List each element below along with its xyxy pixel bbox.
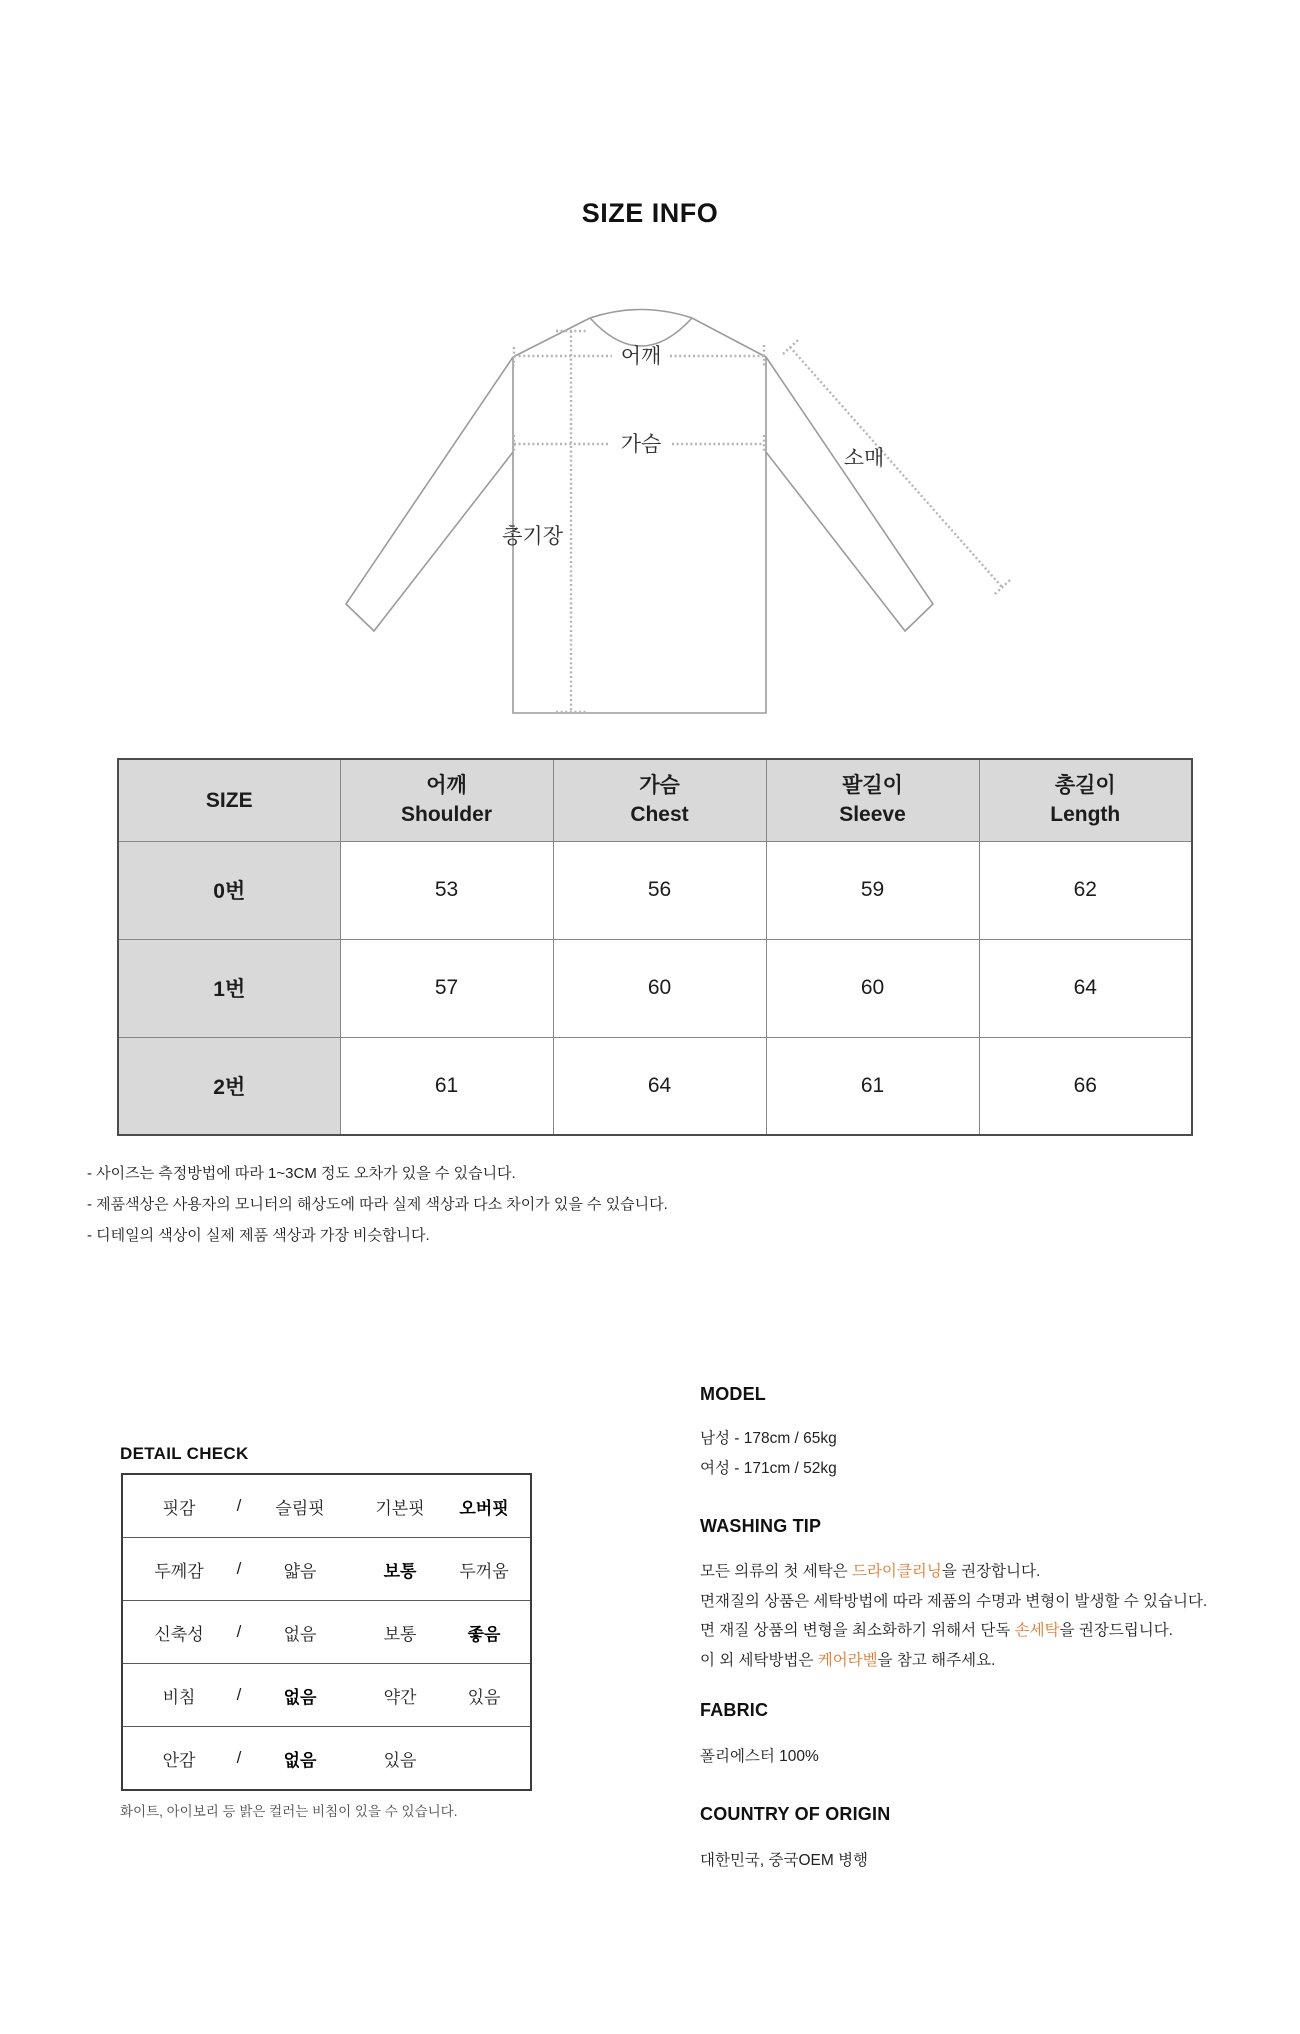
detail-row-thickness (123, 1537, 530, 1600)
cell-sleeve: 59 (766, 841, 979, 939)
slash-separator: / (236, 1685, 242, 1704)
model-lines (700, 1424, 837, 1484)
washing-text: 을 참고 해주세요. (877, 1651, 996, 1669)
cell-shoulder: 61 (340, 1037, 553, 1135)
header-sleeve-ko: 팔길이 (842, 774, 903, 798)
slash-separator: / (236, 1559, 242, 1578)
cell-chest: 60 (553, 939, 766, 1037)
detail-row-label: 안감 (162, 1750, 196, 1770)
header-size-label: SIZE (205, 788, 253, 812)
table-row (118, 1037, 1192, 1135)
length-label: 총기장 (502, 525, 563, 548)
header-chest-ko: 가슴 (639, 774, 680, 798)
cell-chest: 56 (553, 841, 766, 939)
shoulder-label: 어깨 (620, 345, 662, 368)
slash-separator: / (236, 1622, 242, 1641)
cell-shoulder: 57 (340, 939, 553, 1037)
model-line: 여성 - 171cm / 52kg (700, 1460, 837, 1477)
note-line: - 사이즈는 측정방법에 따라 1~3CM 정도 오차가 있을 수 있습니다. (87, 1165, 516, 1182)
detail-row-lining (123, 1726, 530, 1789)
washing-tip-heading: WASHING TIP (700, 1516, 822, 1536)
detail-row-sheerness (123, 1663, 530, 1726)
detail-option: 보통 (383, 1561, 417, 1581)
washing-line (700, 1557, 1207, 1587)
model-line: 남성 - 178cm / 65kg (700, 1430, 837, 1447)
washing-text: 을 권장합니다. (941, 1563, 1041, 1580)
detail-check-table (121, 1473, 532, 1791)
right-sleeve-outline (766, 357, 933, 631)
cell-length: 66 (979, 1037, 1192, 1135)
chest-label: 가슴 (620, 433, 662, 456)
collar-back-line (590, 310, 692, 319)
note-line: - 제품색상은 사용자의 모니터의 해상도에 따라 실제 색상과 다소 차이가 있을 수 있습니다. (87, 1196, 668, 1213)
detail-check-heading: DETAIL CHECK (120, 1444, 249, 1463)
washing-tip-lines (700, 1557, 1207, 1675)
slash-separator: / (236, 1496, 242, 1515)
origin-line: 대한민국, 중국OEM 병행 (700, 1852, 869, 1869)
detail-option: 얇음 (283, 1561, 317, 1581)
washing-line (700, 1587, 1207, 1617)
cell-sleeve: 61 (766, 1037, 979, 1135)
detail-option: 기본핏 (375, 1498, 425, 1518)
cell-sleeve: 60 (766, 939, 979, 1037)
detail-option: 없음 (283, 1624, 317, 1644)
size-table (117, 758, 1193, 1136)
header-chest (553, 759, 766, 841)
left-sleeve-outline (346, 357, 513, 631)
page-title: SIZE INFO (581, 198, 719, 228)
cell-chest: 64 (553, 1037, 766, 1135)
header-sleeve-en: Sleeve (839, 803, 906, 827)
washing-line (700, 1646, 1207, 1676)
row-label: 1번 (118, 939, 340, 1037)
slash-separator: / (236, 1748, 242, 1767)
header-size (118, 759, 340, 841)
detail-option: 슬림핏 (275, 1498, 325, 1518)
table-row (118, 841, 1192, 939)
detail-option: 좋음 (467, 1624, 501, 1644)
collar-front-line (590, 318, 692, 346)
cell-length: 62 (979, 841, 1192, 939)
header-sleeve (766, 759, 979, 841)
detail-option: 오버핏 (459, 1498, 509, 1518)
header-length-ko: 총길이 (1054, 774, 1116, 798)
detail-check-caption: 화이트, 아이보리 등 밝은 컬러는 비침이 있을 수 있습니다. (120, 1804, 458, 1819)
model-heading: MODEL (700, 1384, 766, 1404)
shirt-outline (346, 310, 933, 714)
left-shoulder-seam (513, 318, 590, 357)
header-shoulder (340, 759, 553, 841)
header-shoulder-en: Shoulder (400, 803, 492, 827)
washing-text: 면재질의 상품은 세탁방법에 따라 제품의 수명과 변형이 발생할 수 있습니다. (700, 1592, 1208, 1610)
detail-row-stretch (123, 1600, 530, 1663)
detail-option: 있음 (383, 1750, 417, 1770)
right-shoulder-seam (692, 318, 766, 357)
detail-option: 있음 (467, 1687, 501, 1707)
header-shoulder-ko: 어깨 (426, 774, 467, 798)
detail-row-label: 비침 (162, 1687, 196, 1707)
cell-length: 64 (979, 939, 1192, 1037)
row-label: 2번 (118, 1037, 340, 1135)
note-line: - 디테일의 색상이 실제 제품 색상과 가장 비슷합니다. (87, 1227, 430, 1244)
size-notes (87, 1158, 668, 1251)
detail-row-label: 핏감 (162, 1498, 196, 1518)
sleeve-tick-top (783, 340, 798, 354)
header-chest-en: Chest (630, 803, 689, 827)
washing-keyword: 케어라벨 (817, 1651, 878, 1669)
washing-line (700, 1616, 1207, 1646)
shirt-diagram (330, 290, 1030, 730)
washing-text: 면 재질 상품의 변형을 최소화하기 위해서 단독 (700, 1622, 1015, 1639)
detail-row-fit (123, 1475, 530, 1537)
header-length (979, 759, 1192, 841)
detail-row-label: 두께감 (154, 1561, 204, 1581)
cell-shoulder: 53 (340, 841, 553, 939)
detail-option: 없음 (283, 1750, 317, 1770)
fabric-line: 폴리에스터 100% (700, 1748, 819, 1765)
washing-text: 이 외 세탁방법은 (700, 1651, 818, 1669)
fabric-heading: FABRIC (700, 1700, 769, 1720)
washing-keyword: 드라이클리닝 (851, 1563, 942, 1580)
washing-text: 모든 의류의 첫 세탁은 (700, 1563, 852, 1580)
sleeve-label: 소매 (843, 447, 885, 470)
origin-heading: COUNTRY OF ORIGIN (700, 1804, 891, 1824)
washing-text: 을 권장드립니다. (1059, 1622, 1173, 1639)
table-row (118, 939, 1192, 1037)
measurement-lines (514, 331, 1010, 712)
header-length-en: Length (1050, 803, 1121, 827)
row-label: 0번 (118, 841, 340, 939)
washing-keyword: 손세탁 (1014, 1622, 1060, 1639)
sleeve-line (790, 347, 1002, 587)
detail-option: 없음 (283, 1687, 317, 1707)
detail-option: 두꺼움 (459, 1561, 509, 1581)
size-table-header-row (118, 759, 1192, 841)
detail-option: 약간 (383, 1687, 417, 1707)
detail-row-label: 신축성 (154, 1624, 204, 1644)
detail-option: 보통 (383, 1624, 417, 1644)
